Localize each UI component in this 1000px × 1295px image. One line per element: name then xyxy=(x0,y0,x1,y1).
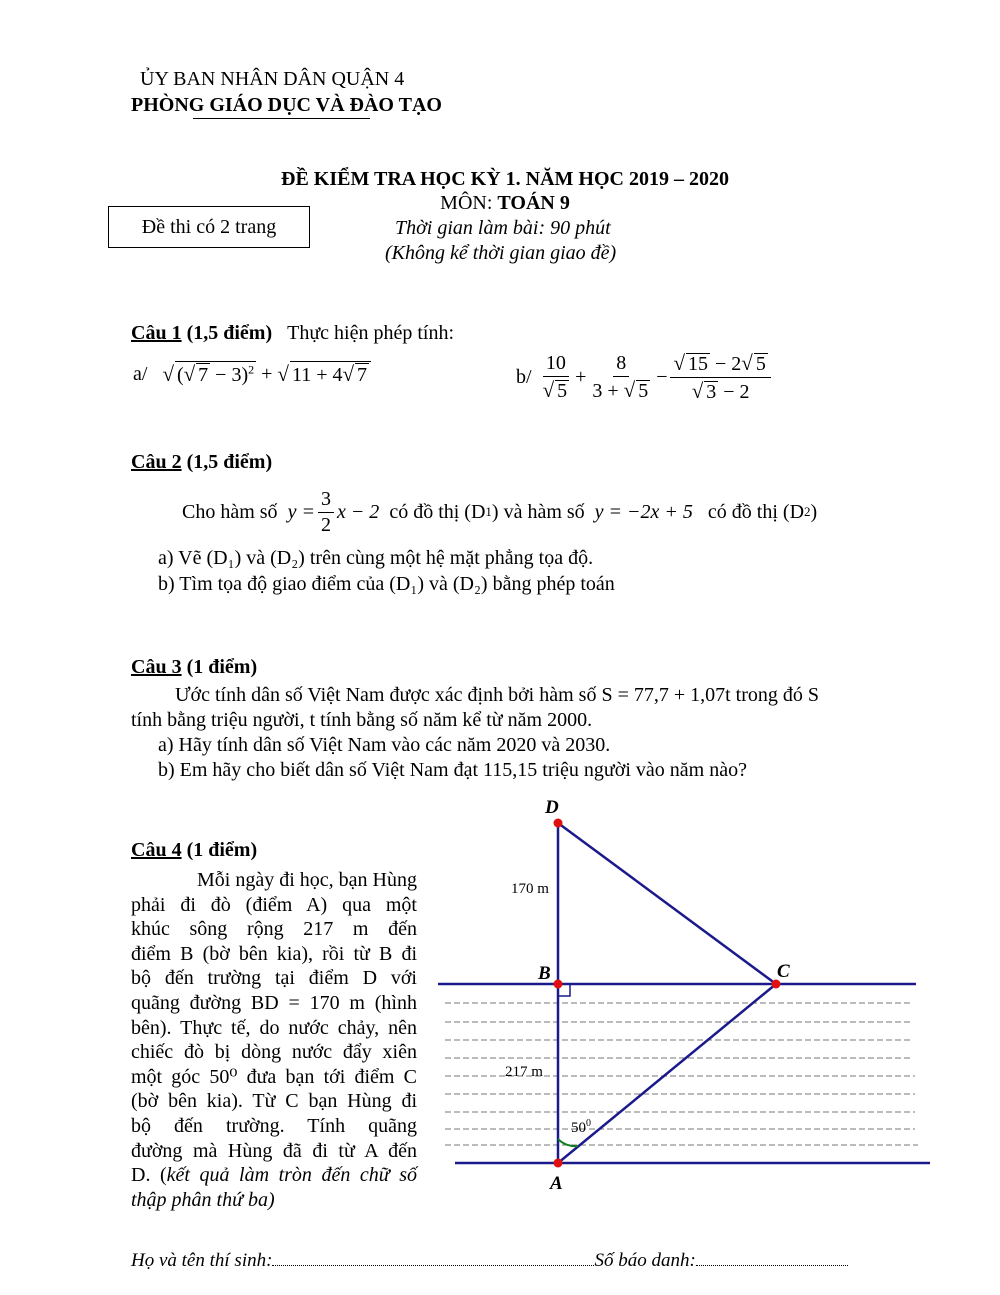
label-angle: $50^0$ xyxy=(571,1118,591,1136)
department-name: PHÒNG GIÁO DỤC VÀ ĐÀO TẠO xyxy=(131,94,442,116)
q4-line: D. (kết quả làm tròn đến chữ số xyxy=(131,1164,417,1187)
q1b-expression: b/ $\frac{10}{√ 5}$ + $\frac{8}{3 + √ 5}$ − $\frac{√ 15 - 2√ 5}{√ 3 - 2}$ xyxy=(516,345,774,409)
q4-line: chiếc đò bị dòng nước đẩy xiên xyxy=(131,1041,417,1064)
exam-title: ĐỀ KIỂM TRA HỌC KỲ 1. NĂM HỌC 2019 – 2020 xyxy=(281,168,729,190)
label-b: B xyxy=(538,963,551,984)
q1-heading: Câu 1 (1,5 điểm) Thực hiện phép tính: xyxy=(131,322,455,344)
q4-line: khúc sông rộng 217 m đến xyxy=(131,918,417,941)
q4-line: bộ đến trường tại điểm D với xyxy=(131,967,417,990)
candidate-name-field[interactable] xyxy=(272,1265,594,1266)
q4-line: (bờ bên kia). Từ C bạn Hùng đi xyxy=(131,1090,417,1113)
segment-dc xyxy=(558,823,776,984)
q3-heading: Câu 3 (1 điểm) xyxy=(131,656,258,678)
q4-line: một góc 50⁰ đưa bạn tới điểm C xyxy=(131,1065,417,1088)
q4-line: thập phân thứ ba) xyxy=(131,1188,275,1211)
pages-box: Đề thi có 2 trang xyxy=(108,206,310,248)
point-d xyxy=(554,819,563,828)
q2-statement: Cho hàm số y = $\frac{3}{2}$ x − 2 có đồ thị (D 1 ) và hàm số y = −2x + 5 có đồ thị (D 2 ) xyxy=(182,487,818,536)
exam-time-note: (Không kể thời gian giao đề) xyxy=(385,242,617,264)
q4-line: phải đi đò (điểm A) qua một xyxy=(131,893,417,916)
q4-line: bộ đến trường. Tính quãng xyxy=(131,1114,417,1137)
q1a-expression: a/ √ (√ 7 − 3)$^2$ + √ 11 + 4√ 7 xyxy=(133,352,371,396)
point-a xyxy=(554,1159,563,1168)
candidate-id-label: Số báo danh: xyxy=(594,1250,696,1271)
label-c: C xyxy=(777,961,790,982)
q4-heading: Câu 4 (1 điểm) xyxy=(131,839,258,861)
exam-subject: MÔN: TOÁN 9 xyxy=(440,192,570,214)
q3-part-a: a) Hãy tính dân số Việt Nam vào các năm 2020 và 2030. xyxy=(158,734,611,756)
q2-part-a: a) Vẽ (D₁) và (D₂) trên cùng một hệ mặt phẳng tọa độ. xyxy=(158,547,594,569)
q2-heading: Câu 2 (1,5 điểm) xyxy=(131,451,273,473)
label-ab-length: 217 m xyxy=(505,1064,543,1080)
q3-part-b: b) Em hãy cho biết dân số Việt Nam đạt 115,15 triệu người vào năm nào? xyxy=(158,759,747,781)
label-bd-length: 170 m xyxy=(511,881,549,897)
committee-name: ỦY BAN NHÂN DÂN QUẬN 4 xyxy=(140,68,405,90)
candidate-name-label: Họ và tên thí sinh: xyxy=(131,1250,273,1271)
point-b xyxy=(554,980,563,989)
q3-line-1: Ước tính dân số Việt Nam được xác định bởi hàm số S = 77,7 + 1,07t trong đó S xyxy=(175,684,820,706)
segment-ac xyxy=(558,984,776,1163)
q4-line: Mỗi ngày đi học, bạn Hùng xyxy=(197,869,417,891)
q4-line: đường mà Hùng đã đi từ A đến xyxy=(131,1139,417,1162)
footer xyxy=(131,1250,848,1272)
label-d: D xyxy=(545,797,559,818)
q4-line: điểm B (bờ bên kia), rồi từ B đi xyxy=(131,942,417,965)
q2-part-b: b) Tìm tọa độ giao điểm của (D₁) và (D₂) bằng phép toán xyxy=(158,573,615,595)
q4-line: bên). Thực tế, do nước chảy, nên xyxy=(131,1016,417,1039)
candidate-id-field[interactable] xyxy=(696,1265,848,1266)
label-a: A xyxy=(550,1173,563,1194)
q3-line-2: tính bằng triệu người, t tính bằng số năm kể từ năm 2000. xyxy=(131,709,593,731)
q4-line: quãng đường BD = 170 m (hình xyxy=(131,991,417,1014)
exam-time: Thời gian làm bài: 90 phút xyxy=(395,217,611,239)
